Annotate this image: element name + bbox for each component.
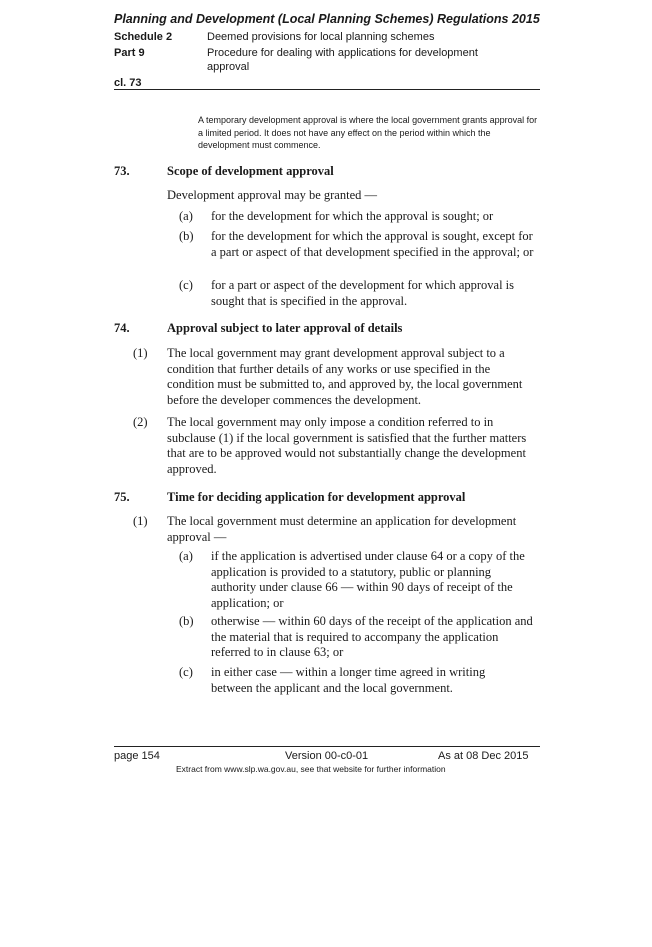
section-75-para-a-text: if the application is advertised under clause 64 or a copy of the application is provided to a statutory, public or planning authority under clause 66 — within 90 days of receipt of the application; or <box>211 549 525 610</box>
section-74-subclause-1-label: (1) <box>133 346 148 360</box>
section-75-para-a-label: (a) <box>179 549 193 563</box>
section-75-heading: Time for deciding application for development approval <box>167 490 466 504</box>
section-73-para-b-text: for the development for which the approval is sought, except for a part or aspect of that development specified in the approval; or <box>211 229 534 259</box>
section-73-heading: Scope of development approval <box>167 164 334 178</box>
extract-notice: Extract from www.slp.wa.gov.au, see that website for further information <box>176 764 446 774</box>
section-73-para-a-label: (a) <box>179 209 193 223</box>
section-75-para-b-label: (b) <box>179 614 194 628</box>
version-label: Version 00-c0-01 <box>285 750 369 762</box>
section-73-para-b-label: (b) <box>179 229 194 243</box>
schedule-label: Schedule 2 <box>114 31 173 43</box>
header-divider <box>114 89 540 90</box>
section-75-number: 75. <box>114 490 130 504</box>
section-74-heading: Approval subject to later approval of details <box>167 321 403 335</box>
section-73-intro: Development approval may be granted — <box>167 188 377 202</box>
section-74-subclause-1-text: The local government may grant development approval subject to a condition that further details of any works or use specified in the condition must be submitted to, and approved by, the local government before the developer commences the development. <box>167 346 523 407</box>
section-75-para-c-text: in either case — within a longer time agreed in writing between the applicant and the local government. <box>211 665 486 695</box>
section-75-subclause-1-text: The local government must determine an application for development approval — <box>167 514 517 544</box>
section-75-para-c-label: (c) <box>179 665 193 679</box>
footer-divider <box>114 746 540 747</box>
section-74-number: 74. <box>114 321 130 335</box>
section-73-para-c-text: for a part or aspect of the development for which approval is sought that is specified in the approval. <box>211 278 515 308</box>
clause-label: cl. 73 <box>114 77 142 89</box>
section-73-number: 73. <box>114 164 130 178</box>
note-text: A temporary development approval is where the local government grants approval for a limited period. It does not have any effect on the period within which the development must commence. <box>198 115 538 150</box>
page-number: page 154 <box>114 750 160 762</box>
part-description: Procedure for dealing with applications for development approval <box>207 47 478 73</box>
section-73-para-a-text: for the development for which the approval is sought; or <box>211 209 494 223</box>
section-75-subclause-1-label: (1) <box>133 514 148 528</box>
section-74-subclause-2-label: (2) <box>133 415 148 429</box>
document-title: Planning and Development (Local Planning Schemes) Regulations 2015 <box>114 12 540 26</box>
part-label: Part 9 <box>114 47 145 59</box>
schedule-description: Deemed provisions for local planning schemes <box>207 31 435 43</box>
section-74-subclause-2-text: The local government may only impose a condition referred to in subclause (1) if the local government is satisfied that the further matters that are to be approved would not substantially change the development approved. <box>167 415 527 476</box>
section-73-para-c-label: (c) <box>179 278 193 292</box>
section-75-para-b-text: otherwise — within 60 days of the receipt of the application and the material that is required to accompany the application referred to in clause 63; or <box>211 614 533 659</box>
as-at-date: As at 08 Dec 2015 <box>438 750 529 762</box>
